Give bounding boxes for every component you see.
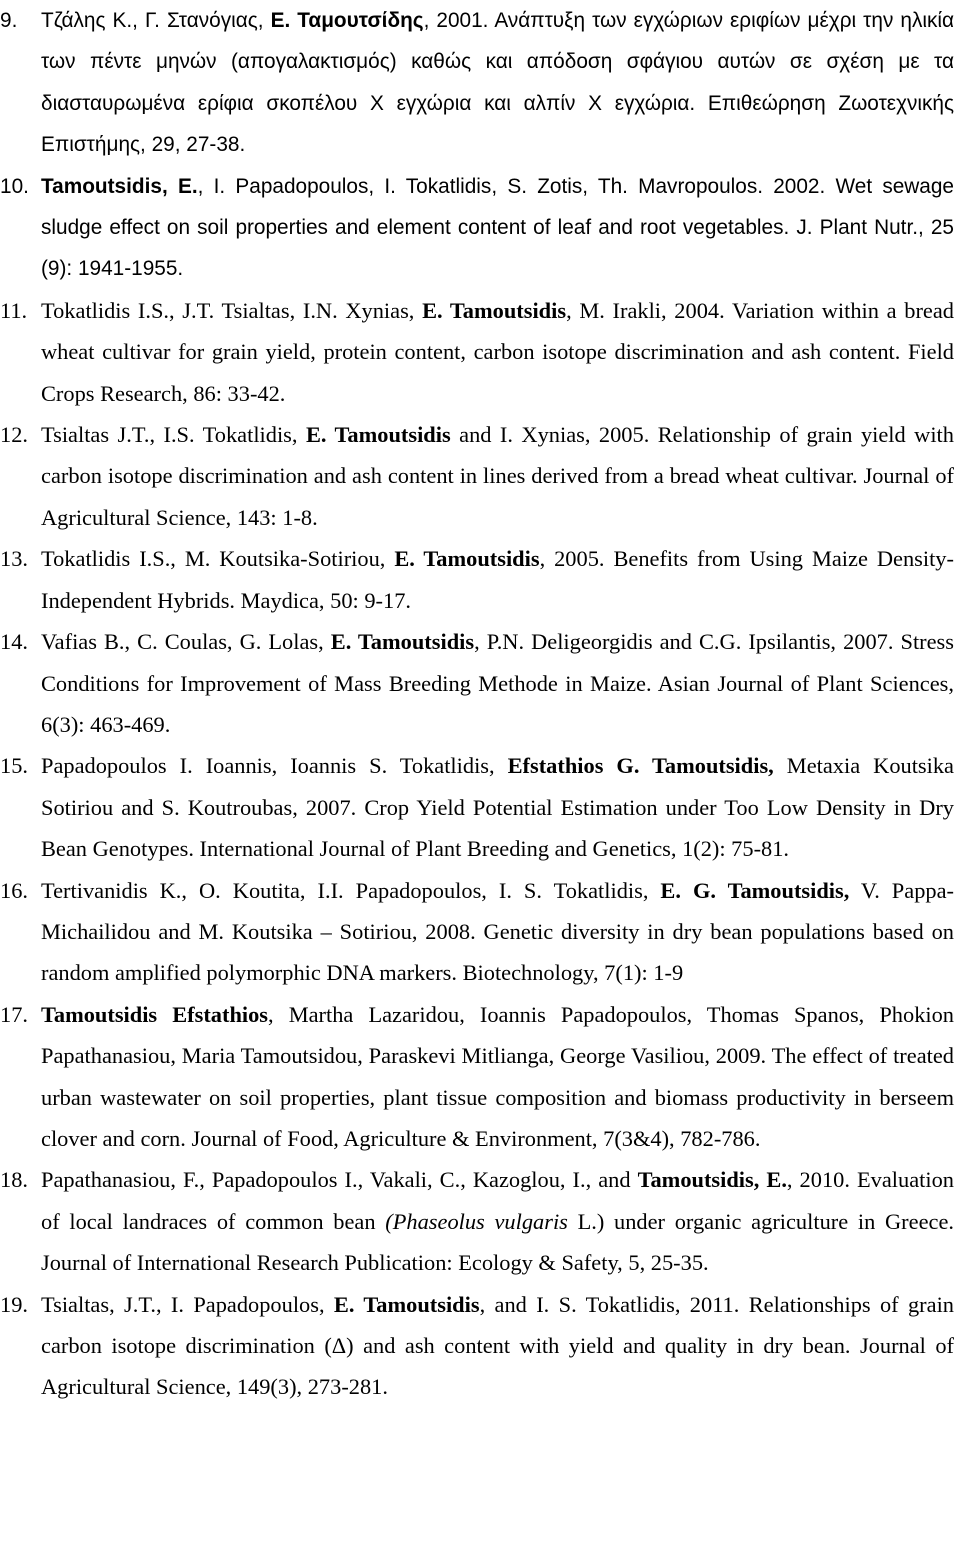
author-highlight: Tamoutsidis, E. [637,1167,787,1193]
reference-number: 19. [0,1291,28,1317]
reference-segment: Papathanasiou, F., Papadopoulos I., Vakali, C., Kazoglou, I., and [41,1167,638,1193]
reference-item [0,1284,954,1408]
reference-number: 14. [0,629,28,655]
reference-item [0,621,954,745]
reference-segment: , and I. S. Tokatlidis, 2011. Relationships of grain carbon isotope discrimination (Δ) and ash content with yield and quality in dry bean. Journal of Agricultural Science, 149(3), 273-281. [41,1291,954,1400]
reference-item [0,414,954,538]
reference-segment: L.) under organic agriculture in Greece. Journal of International Research Publication: Ecology & Safety, 5, 25-35. [41,1208,954,1276]
reference-item [0,745,954,869]
reference-segment: , Martha Lazaridou, Ioannis Papadopoulos, Thomas Spanos, Phokion Papathanasiou, Maria Tamoutsidou, Paraskevi Mitlianga, George Vasiliou, 2009. The effect of treated urban wastewater on soil properties, plant tissue composition and biomass productivity in berseem clover and corn. Journal of Food, Agriculture & Environment, 7(3&4), 782-786. [41,1001,954,1151]
reference-item [0,1159,954,1283]
reference-item [0,0,954,166]
reference-number: 17. [0,1001,28,1027]
reference-number: 16. [0,877,28,903]
reference-text [41,422,954,530]
reference-text [41,878,954,986]
reference-number: 15. [0,753,28,779]
reference-segment: Tsialtas J.T., I.S. Tokatlidis, [41,422,306,448]
reference-segment: Papadopoulos I. Ioannis, Ioannis S. Tokatlidis, [41,753,508,779]
reference-item [0,166,954,290]
author-highlight: Tamoutsidis Efstathios [41,1001,269,1027]
reference-item [0,290,954,414]
author-highlight: E. Tamoutsidis [330,629,475,655]
reference-item [0,538,954,621]
reference-segment: and I. Xynias, 2005. Relationship of grain yield with carbon isotope discrimination and ash content in lines derived from a bread wheat cultivar. Journal of Agricultural Science, 143: 1-8. [41,422,954,530]
author-highlight: Ε. Ταμουτσίδης [270,9,424,32]
reference-segment: Vafias B., C. Coulas, G. Lolas, [41,629,331,655]
author-highlight: E. Tamoutsidis [333,1291,480,1317]
reference-segment: , 2010. Evaluation of local landraces of common bean [41,1167,954,1234]
reference-segment: Tokatlidis I.S., J.T. Tsialtas, I.N. Xynias, [41,297,423,323]
reference-number: 9. [0,9,18,32]
author-highlight: E. Tamoutsidis [422,297,567,323]
reference-segment: Tsialtas, J.T., I. Papadopoulos, [41,1291,334,1317]
reference-number: 10. [0,174,29,198]
reference-segment: Metaxia Koutsika Sotiriou and S. Koutroubas, 2007. Crop Yield Potential Estimation under Too Low Density in Dry Bean Genotypes. International Journal of Plant Breeding and Genetics, 1(2): 75-81. [41,753,954,862]
reference-segment: Tertivanidis K., O. Koutita, I.I. Papadopoulos, I. S. Tokatlidis, [41,877,661,903]
author-highlight: Tamoutsidis, E. [41,174,198,198]
reference-number: 18. [0,1167,28,1193]
reference-segment: , M. Irakli, 2004. Variation within a bread wheat cultivar for grain yield, protein content, carbon isotope discrimination and ash content. Field Crops Research, 86: 33-42. [41,297,954,406]
reference-text [41,629,954,737]
reference-text [41,1167,954,1275]
author-highlight: Efstathios G. Tamoutsidis, [507,753,774,779]
reference-segment: , I. Papadopoulos, I. Tokatlidis, S. Zotis, Th. Mavropoulos. 2002. Wet sewage sludge effect on soil properties and element content of leaf and root vegetables. J. Plant Nutr., 25 (9): 1941-1955. [41,174,955,281]
reference-segment: , 2001. Ανάπτυξη των εγχώριων εριφίων μέχρι την ηλικία των πέντε μηνών (απογαλακτισμός) καθώς και απόδοση σφάγιου αυτών σε σχέση με τα διασταυρωμένα ερίφια σκοπέλου Χ εγχώρια και αλπίν Χ εγχώρια. Επιθεώρηση Ζωοτεχνικής Επιστήμης, 29, 27-38. [41,9,955,157]
reference-text [41,753,954,861]
reference-text [41,9,954,156]
reference-segment: , 2005. Benefits from Using Maize Density-Independent Hybrids. Maydica, 50: 9-17. [41,546,954,613]
reference-text [41,1002,954,1151]
author-highlight: E. Tamoutsidis [305,422,451,448]
reference-item [0,870,954,994]
reference-text [41,1292,954,1400]
reference-segment: V. Pappa-Michailidou and M. Koutsika – Sotiriou, 2008. Genetic diversity in dry bean populations based on random amplified polymorphic DNA markers. Biotechnology, 7(1): 1-9 [41,877,954,986]
reference-segment: , P.N. Deligeorgidis and C.G. Ipsilantis, 2007. Stress Conditions for Improvement of Mass Breeding Methode in Maize. Asian Journal of Plant Sciences, 6(3): 463-469. [41,629,954,737]
reference-number: 11. [0,297,28,323]
reference-segment: Tokatlidis I.S., M. Koutsika-Sotiriou, [41,546,395,572]
reference-segment: Τζάλης Κ., Γ. Στανόγιας, [41,9,271,32]
reference-number: 13. [0,546,28,572]
author-highlight: E. G. Tamoutsidis, [660,877,850,903]
reference-text [41,175,954,281]
reference-item [0,994,954,1160]
author-highlight: E. Tamoutsidis [394,546,540,572]
species-name: (Phaseolus vulgaris [385,1208,568,1234]
reference-number: 12. [0,422,28,448]
reference-text [41,546,954,612]
reference-text [41,298,954,406]
